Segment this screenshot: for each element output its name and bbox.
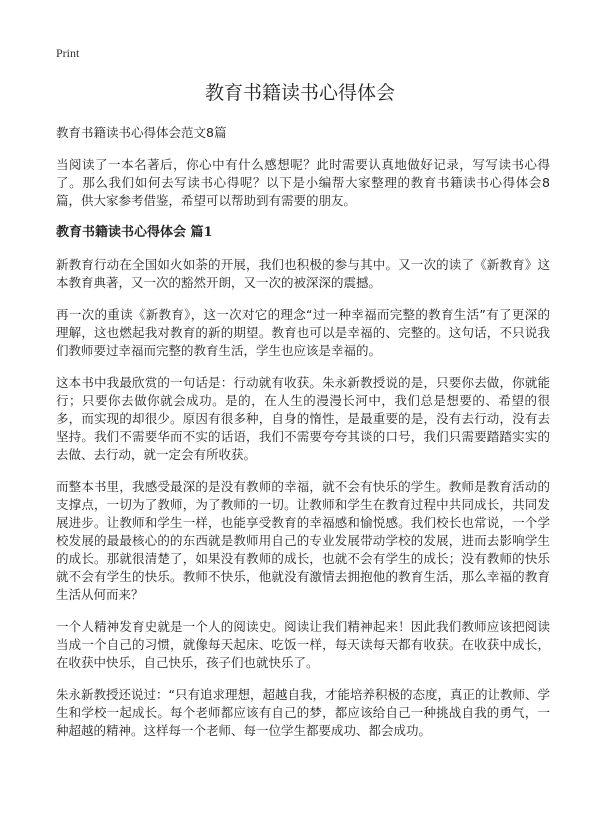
document-title: 教育书籍读书心得体会	[204, 82, 395, 104]
body-paragraph: 新教育行动在全国如火如荼的开展，我们也积极的参与其中。又一次的读了《新教育》这本教育典著，又一次的豁然开朗，又一次的被深深的震撼。	[56, 257, 550, 290]
body-paragraph: 朱永新教授还说过：“只有追求理想，超越自我，才能培养积极的态度，真正的让教师、学生和学校一起成长。每个老师都应该有自己的梦，都应该给自己一种挑战自我的勇气，一种超越的精神。这样每一个老师、每一位学生都要成功、都会成功。	[56, 687, 550, 738]
body-paragraph: 一个人精神发育史就是一个人的阅读史。阅读让我们精神起来！因此我们教师应该把阅读当成一个自己的习惯，就像每天起床、吃饭一样，每天读每天都有收获。在收获中成长，在收获中快乐，自己快乐，孩子们也就快乐了。	[56, 619, 550, 670]
body-paragraph: 这本书中我最欣赏的一句话是：行动就有收获。朱永新教授说的是，只要你去做，你就能行；只要你去做你就会成功。是的，在人生的漫漫长河中，我们总是想要的、希望的很多，而实现的却很少。原因有很多种，自身的惰性，是最重要的是，没有去行动，没有去坚持。我们不需要华而不实的话语，我们不需要夸夸其谈的口号，我们只需要踏踏实实的去做、去行动，就一定会有所收获。	[56, 375, 550, 462]
section-heading: 教育书籍读书心得体会 篇1	[56, 225, 213, 240]
body-paragraph: 而整本书里，我感受最深的是没有教师的幸福，就不会有快乐的学生。教师是教育活动的支撑点，一切为了教师，为了教师的一切。让教师和学生在教育过程中共同成长，共同发展进步。让教师和学生一样，也能享受教育的幸福感和愉悦感。我们校长也常说，一个学校发展的最最核心的的东西就是教师用自己的专业发展带动学校的发展，进而去影响学生的成长。那就很清楚了，如果没有教师的成长，也就不会有学生的成长；没有教师的快乐就不会有学生的快乐。教师不快乐，他就没有激情去拥抱他的教育生活，那么幸福的教育生活从何而来？	[56, 479, 550, 602]
document-body	[56, 124, 550, 754]
intro-paragraph: 当阅读了一本名著后，你心中有什么感想呢？此时需要认真地做好记录，写写读书心得了。那么我们如何去写读书心得呢？以下是小编帮大家整理的教育书籍读书心得体会8篇，供大家参考借鉴，希望可以帮助到有需要的朋友。	[56, 157, 550, 208]
print-label: Print	[56, 46, 80, 60]
body-paragraph: 再一次的重读《新教育》，这一次对它的理念“过一种幸福而完整的教育生活”有了更深的理解，这也燃起我对教育的新的期望。教育也可以是幸福的、完整的。这句话，不只说我们教师要过幸福而完整的教育生活，学生也应该是幸福的。	[56, 307, 550, 358]
document-subtitle: 教育书籍读书心得体会范文8篇	[56, 125, 227, 140]
